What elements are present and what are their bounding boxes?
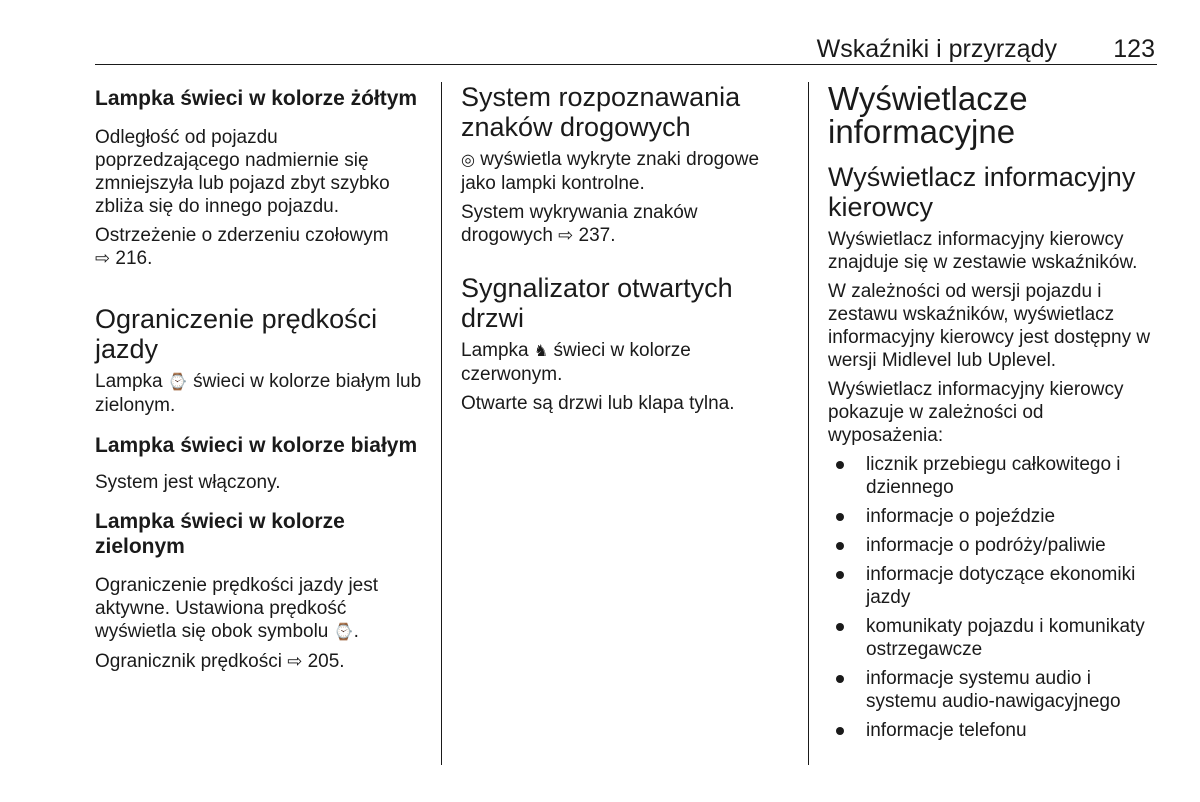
paragraph	[95, 224, 425, 270]
bullet-icon	[836, 461, 844, 469]
text: wyświetla wykryte znaki drogowe jako lampki kontrolne.	[461, 149, 760, 194]
heading-green-lamp: Lampka świeci w kolorze zielonym	[95, 510, 345, 558]
list-item-text: licznik przebiegu całkowitego i dziennego	[866, 454, 1121, 498]
page-reference[interactable]: 237.	[578, 225, 616, 246]
paragraph: W zależności od wersji pojazdu i zestawu wskaźników, wyświetlacz informacyjny kierowcy jest dostępny w wersji Midlevel lub Uplevel.	[828, 281, 1151, 371]
heading-open-door: Sygnalizator otwartych drzwi	[461, 273, 733, 333]
section-title: Wskaźniki i przyrządy	[816, 35, 1057, 63]
reference-text: Ogranicznik prędkości	[95, 651, 282, 672]
bullet-icon	[836, 513, 844, 521]
reference-arrow-icon: ⇨	[558, 225, 574, 245]
list-item	[828, 719, 1158, 742]
speed-limiter-icon: ⌚	[167, 374, 188, 391]
paragraph: System jest włączony.	[95, 472, 281, 493]
paragraph: Wyświetlacz informacyjny kierowcy znajduje się w zestawie wskaźników.	[828, 229, 1138, 273]
heading-speed-limit: Ograniczenie prędkości jazdy	[95, 304, 378, 364]
reference-arrow-icon: ⇨	[287, 651, 303, 671]
paragraph	[461, 148, 791, 195]
list-item-text: informacje o podróży/paliwie	[866, 535, 1106, 556]
paragraph: Wyświetlacz informacyjny kierowcy pokazuje w zależności od wyposażenia:	[828, 379, 1124, 446]
paragraph	[461, 201, 791, 247]
list-item-text: informacje dotyczące ekonomiki jazdy	[866, 564, 1136, 608]
column-1	[95, 82, 425, 673]
text: świeci w kolorze czerwonym.	[461, 340, 691, 385]
reference-text: Ostrzeżenie o zderzeniu czołowym	[95, 225, 389, 246]
heading-driver-info-display: Wyświetlacz informacyjny kierowcy	[828, 162, 1136, 222]
reference-text: System wykrywania znaków drogowych	[461, 202, 698, 246]
heading-info-displays: Wyświetlacze informacyjne	[828, 80, 1028, 150]
bullet-icon	[836, 727, 844, 735]
list-item	[828, 453, 1158, 499]
bullet-icon	[836, 571, 844, 579]
paragraph	[95, 574, 425, 644]
text: świeci w kolorze białym lub zielonym.	[95, 371, 422, 416]
door-open-icon: ♞	[533, 343, 549, 360]
list-item	[828, 534, 1158, 557]
list-item	[828, 505, 1158, 528]
list-item-text: informacje telefonu	[866, 720, 1027, 741]
list-item-text: informacje o pojeździe	[866, 506, 1056, 527]
paragraph	[95, 650, 425, 673]
list-item-text: informacje systemu audio i systemu audio-nawigacyjnego	[866, 668, 1121, 712]
bullet-icon	[836, 623, 844, 631]
paragraph	[95, 370, 425, 417]
speed-limiter-icon: ⌚	[333, 624, 354, 641]
text: Lampka	[95, 371, 163, 392]
page-number: 123	[1113, 35, 1155, 63]
page-header	[95, 34, 1157, 64]
paragraph: Otwarte są drzwi lub klapa tylna.	[461, 393, 735, 414]
text: Ograniczenie prędkości jazdy jest aktywne. Ustawiona prędkość wyświetla się obok symbolu	[95, 575, 379, 642]
column-2	[461, 82, 791, 415]
column-3	[828, 82, 1158, 742]
heading-yellow-lamp: Lampka świeci w kolorze żółtym	[95, 87, 418, 110]
text: Lampka	[461, 340, 529, 361]
bullet-icon	[836, 542, 844, 550]
heading-white-lamp: Lampka świeci w kolorze białym	[95, 434, 418, 457]
bullet-list	[828, 453, 1158, 742]
column-divider	[441, 82, 442, 765]
list-item-text: komunikaty pojazdu i komunikaty ostrzegawcze	[866, 616, 1145, 660]
list-item	[828, 615, 1158, 661]
paragraph	[461, 339, 791, 386]
column-divider	[808, 82, 809, 765]
page-reference[interactable]: 216.	[115, 248, 153, 269]
traffic-sign-icon: ◎	[461, 152, 475, 169]
paragraph: Odległość od pojazdu poprzedzającego nadmiernie się zmniejszyła lub pojazd zbyt szybko zbliża się do innego pojazdu.	[95, 127, 390, 217]
heading-traffic-signs: System rozpoznawania znaków drogowych	[461, 82, 741, 142]
text: .	[353, 621, 359, 642]
bullet-icon	[836, 675, 844, 683]
header-rule	[95, 64, 1157, 65]
reference-arrow-icon: ⇨	[95, 248, 111, 268]
page-reference[interactable]: 205.	[307, 651, 345, 672]
list-item	[828, 667, 1158, 713]
list-item	[828, 563, 1158, 609]
